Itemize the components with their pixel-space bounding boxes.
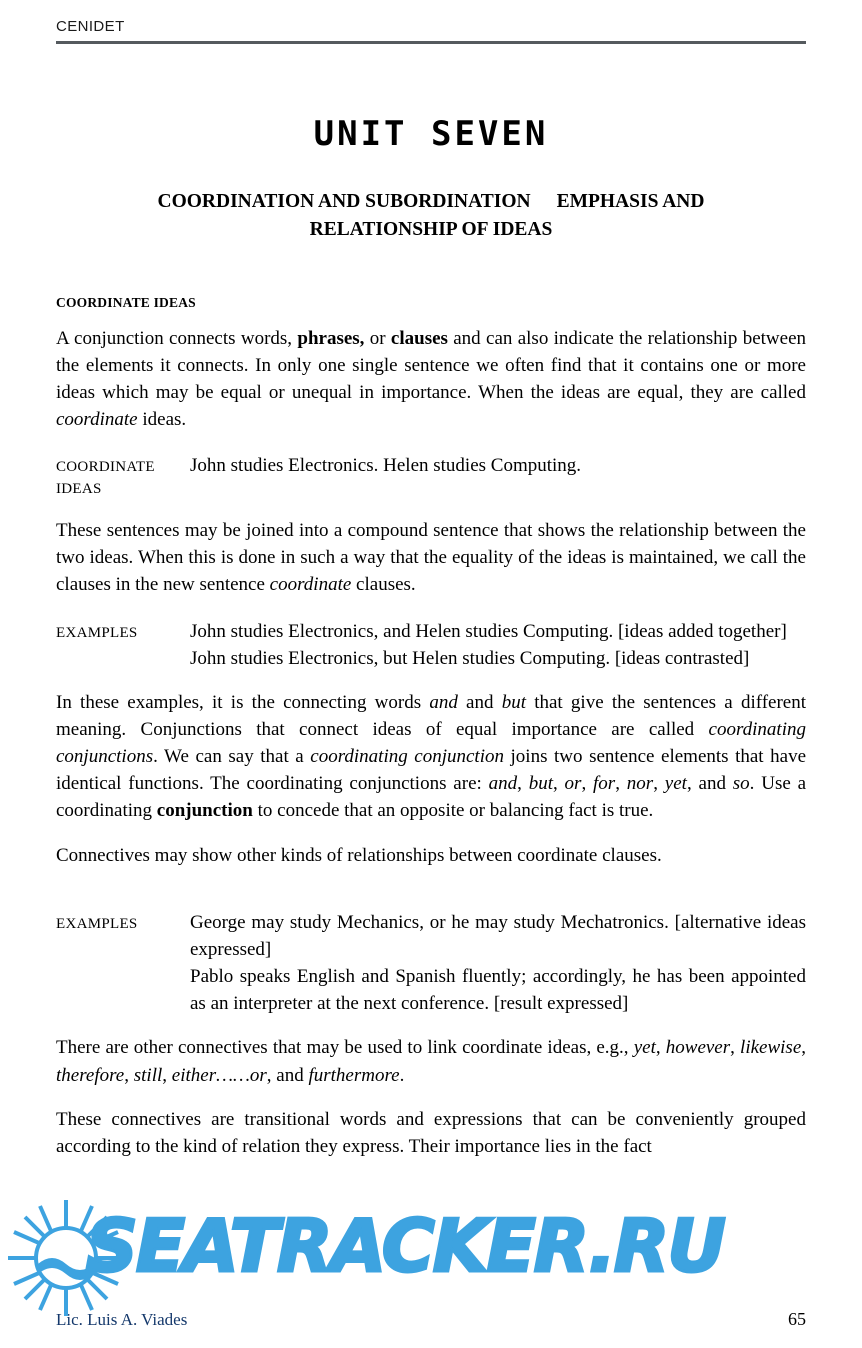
section-heading-coordinate-ideas: COORDINATE IDEAS xyxy=(56,294,196,310)
p3-term-conjunction: conjunction xyxy=(156,800,253,822)
paragraph-2 xyxy=(56,517,806,598)
p5-comma-5: , xyxy=(162,1064,172,1086)
paragraph-3 xyxy=(56,689,806,825)
p1-seg-a: A conjunction connects words, xyxy=(56,327,298,349)
p2-seg-c: clauses. xyxy=(351,574,416,596)
example-tag-examples-1: EXAMPLES xyxy=(56,624,138,641)
p3-seg-c: and xyxy=(457,691,502,713)
paragraph-6: These connectives are transitional words and expressions that can be conveniently grouped according to the kind of relation they express. Their importance lies in the fact xyxy=(56,1108,806,1157)
header-divider xyxy=(56,41,806,44)
example-row-3b xyxy=(56,963,806,1017)
unit-title: UNIT SEVEN xyxy=(313,114,549,154)
p3-list-yet: yet xyxy=(664,773,687,795)
p5-seg-a: There are other connectives that may be used to link coordinate ideas, e.g., xyxy=(56,1037,634,1059)
paragraph-1 xyxy=(56,325,806,434)
p3-term-coordinating-conjunctions: coordinating conjunctions xyxy=(56,718,806,768)
paragraph-5 xyxy=(56,1034,806,1088)
p3-term-but: but xyxy=(501,691,526,713)
p3-term-coordinating-conjunction: coordinating conjunction xyxy=(310,746,504,768)
p1-seg-c: or xyxy=(364,327,391,349)
example-text-3a: George may study Mechanics, or he may study Mechatronics. [alternative ideas expressed] xyxy=(190,911,806,960)
p5-term-yet: yet xyxy=(633,1037,656,1059)
p5-comma-1: , xyxy=(655,1037,666,1059)
p2-seg-a: These sentences may be joined into a compound sentence that shows the relationship between the two ideas. When this is done in such a way that the equality of the ideas is maintained, we call the clauses in the new sentence xyxy=(56,520,806,596)
footer-author: Lic. Luis A. Viades xyxy=(56,1310,188,1329)
example-row-1 xyxy=(56,452,806,500)
p5-seg-j: . xyxy=(399,1064,405,1086)
sun-icon xyxy=(6,1198,126,1318)
p3-seg-i: joins two sentence elements that have identical functions. The coordinating conjunctions are: xyxy=(56,746,807,795)
p3-comma-4: , xyxy=(615,773,627,795)
p3-term-and: and xyxy=(429,691,458,713)
p2-term-coordinate: coordinate xyxy=(269,574,352,596)
p3-comma-3: , xyxy=(581,773,594,795)
p3-seg-s: . Use a coordinating xyxy=(56,773,807,822)
p3-seg-a: In these examples, it is the connecting words xyxy=(56,691,430,713)
p3-list-and: and xyxy=(488,773,518,795)
chapter-title-line1b: EMPHASIS AND xyxy=(556,191,705,212)
p5-term-however: however xyxy=(665,1037,731,1059)
p5-comma-3: , xyxy=(801,1037,806,1059)
p5-term-furthermore: furthermore xyxy=(308,1064,400,1086)
example-text-2a: John studies Electronics, and Helen studies Computing. [ideas added together] xyxy=(190,620,787,642)
p1-term-coordinate: coordinate xyxy=(56,409,138,430)
p3-list-or: or xyxy=(564,773,582,795)
p1-seg-g: ideas. xyxy=(137,409,187,430)
chapter-title-line1a: COORDINATION AND SUBORDINATION xyxy=(157,191,531,212)
p3-seg-u: to concede that an opposite or balancing fact is true. xyxy=(252,800,654,822)
example-text-1: John studies Electronics. Helen studies Computing. xyxy=(190,455,582,477)
p5-term-therefore: therefore xyxy=(56,1064,125,1086)
p3-list-so: so xyxy=(732,773,750,795)
p3-list-nor: nor xyxy=(626,773,654,795)
p5-term-still: still xyxy=(133,1064,163,1086)
p3-comma-1: , xyxy=(517,773,529,795)
p3-list-for: for xyxy=(593,773,616,795)
p3-seg-q: , and xyxy=(686,773,733,795)
p3-list-but: but xyxy=(528,773,553,795)
footer-page-number: 65 xyxy=(788,1309,806,1329)
chapter-title-line2: RELATIONSHIP OF IDEAS xyxy=(309,219,553,241)
p5-comma-4: , xyxy=(124,1064,134,1086)
p3-comma-5: , xyxy=(653,773,665,795)
example-row-3a xyxy=(56,909,806,963)
p1-seg-e: and can also indicate the relationship between the elements it connects. In only one single sentence we often find that it contains one or more ideas which may be equal or unequal in importance. When the ideas are equal, they are called xyxy=(56,327,806,403)
example-row-2a xyxy=(56,618,806,645)
example-text-2b: John studies Electronics, but Helen studies Computing. [ideas contrasted] xyxy=(190,647,750,669)
p3-seg-e: that give the sentences a different meaning. Conjunctions that connect ideas of equal importance are called xyxy=(56,691,807,740)
p5-term-either-or: either……or xyxy=(171,1064,267,1086)
p5-comma-2: , xyxy=(730,1037,741,1059)
watermark-text: SEATRACKER.RU xyxy=(86,1204,724,1288)
example-block-1 xyxy=(56,452,806,500)
paragraph-4: Connectives may show other kinds of relationships between coordinate clauses. xyxy=(56,844,662,866)
example-tag-examples-2: EXAMPLES xyxy=(56,915,138,932)
p3-seg-g: . We can say that a xyxy=(153,746,311,768)
header-institution: CENIDET xyxy=(56,18,125,35)
p1-term-phrases: phrases, xyxy=(297,327,365,349)
page-footer xyxy=(56,1309,806,1330)
example-block-2 xyxy=(56,618,806,672)
p1-term-clauses: clauses xyxy=(390,327,448,349)
example-text-3b: Pablo speaks English and Spanish fluently; accordingly, he has been appointed as an interpreter at the next conference. [result expressed] xyxy=(190,966,806,1015)
p5-term-likewise: likewise xyxy=(740,1037,802,1059)
example-block-3 xyxy=(56,909,806,1018)
chapter-title xyxy=(56,188,806,245)
page-header xyxy=(56,0,806,44)
p3-comma-2: , xyxy=(552,773,565,795)
p5-seg-h: , and xyxy=(266,1064,309,1086)
example-row-2b xyxy=(190,645,806,672)
example-tag-coordinate-ideas: COORDINATE IDEAS xyxy=(56,459,155,497)
